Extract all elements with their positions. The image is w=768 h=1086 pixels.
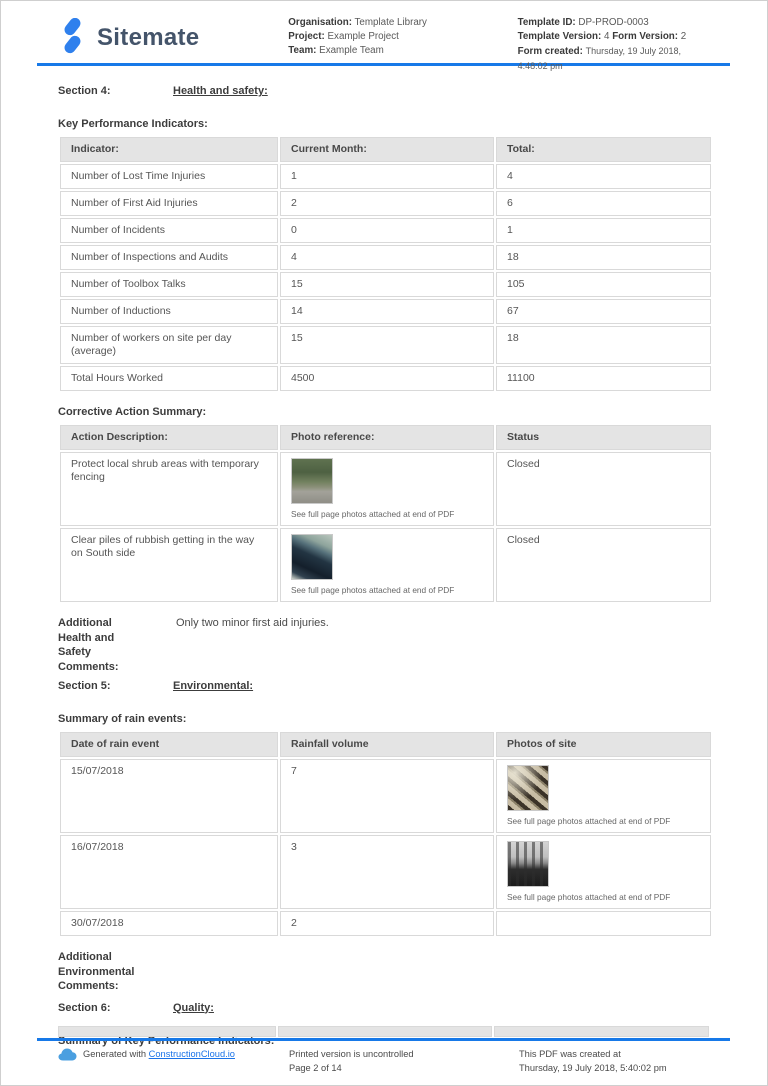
rain-events-table (58, 730, 713, 938)
organisation-line: Organisation: Template Library (288, 17, 427, 28)
partial-header-cell (278, 1026, 492, 1037)
corrective-action-table (58, 423, 713, 604)
section-5-label: Section 5: (58, 680, 111, 692)
dark-cityscape-photo (507, 841, 549, 887)
photo-reference-cell (280, 528, 494, 602)
form-created-line: Form created: Thursday, 19 July 2018, 4:48:02 pm (517, 46, 682, 71)
footer-generated (58, 1047, 289, 1075)
team-line: Team: Example Team (288, 45, 384, 56)
photo-caption: See full page photos attached at end of PDF (291, 509, 455, 519)
constructioncloud-link[interactable]: ConstructionCloud.io (148, 1049, 235, 1059)
section-6-row (58, 1002, 710, 1014)
env-comments-label: Additional Environmental Comments: (58, 951, 135, 992)
kpi-row: Number of Incidents 0 1 (60, 218, 711, 243)
sitemate-logo (58, 14, 288, 61)
corrective-row (60, 528, 711, 602)
kpi-row: Number of Toolbox Talks 15 105 (60, 272, 711, 297)
street-shadow-photo (291, 534, 333, 580)
rain-col-volume: Rainfall volume (280, 732, 494, 757)
footer-created (519, 1047, 710, 1075)
hs-comments-text: Only two minor first aid injuries. (176, 617, 329, 629)
kpi-table (58, 135, 713, 393)
sitemate-logo-icon (58, 18, 88, 59)
pdf-created-timestamp: Thursday, 19 July 2018, 5:40:02 pm (519, 1063, 667, 1073)
kpi-row: Number of First Aid Injuries 2 6 (60, 191, 711, 216)
kpi-row: Total Hours Worked 4500 11100 (60, 366, 711, 391)
section-4-row (58, 85, 710, 97)
kpi-row: Number of Inspections and Audits 4 18 (60, 245, 711, 270)
partial-header-cell (58, 1026, 276, 1037)
template-info-block (517, 14, 710, 71)
rain-date: 30/07/2018 (60, 911, 278, 936)
template-id-line: Template ID: DP-PROD-0003 (517, 17, 649, 28)
section-5-row (58, 680, 710, 692)
action-description: Clear piles of rubbish getting in the way on South side (60, 528, 278, 602)
kpi-col-indicator: Indicator: (60, 137, 278, 162)
rain-col-photos: Photos of site (496, 732, 711, 757)
section-6-title: Quality: (173, 1001, 214, 1014)
rain-row (60, 911, 711, 936)
rain-row (60, 835, 711, 909)
corrective-col-status: Status (496, 425, 711, 450)
printed-uncontrolled-text: Printed version is uncontrolled (289, 1049, 414, 1059)
rain-date: 16/07/2018 (60, 835, 278, 909)
trees-and-road-photo (291, 458, 333, 504)
project-line: Project: Example Project (288, 31, 399, 42)
rain-photo-cell (496, 911, 711, 936)
rain-photo-cell (496, 759, 711, 833)
kpi-col-current-month: Current Month: (280, 137, 494, 162)
rain-volume: 2 (280, 911, 494, 936)
section-4-label: Section 4: (58, 85, 111, 97)
env-comments-text (176, 950, 710, 994)
pdf-created-label: This PDF was created at (519, 1049, 621, 1059)
rain-header-row (60, 732, 711, 757)
rain-photo-cell (496, 835, 711, 909)
corrective-col-description: Action Description: (60, 425, 278, 450)
photo-caption: See full page photos attached at end of PDF (291, 585, 455, 595)
status-value: Closed (496, 528, 711, 602)
footer-printed (289, 1047, 519, 1075)
project-info-block (288, 14, 517, 61)
footer-divider (37, 1038, 730, 1041)
quality-kpi-table-header-partial (58, 1026, 710, 1037)
section-6-label: Section 6: (58, 1001, 111, 1014)
rain-date: 15/07/2018 (60, 759, 278, 833)
corrective-heading: Corrective Action Summary: (58, 406, 207, 418)
version-line: Template Version: 4 Form Version: 2 (517, 31, 687, 42)
rain-heading: Summary of rain events: (58, 713, 187, 725)
corrective-col-photo: Photo reference: (280, 425, 494, 450)
cloud-icon (58, 1048, 77, 1065)
kpi-heading: Key Performance Indicators: (58, 118, 208, 130)
generated-with-text: Generated with ConstructionCloud.io (83, 1049, 235, 1059)
section-5-title: Environmental: (173, 680, 254, 692)
hs-comments-label: Additional Health and Safety Comments: (58, 617, 119, 673)
page-number: Page 2 of 14 (289, 1063, 342, 1073)
hs-comments-row (58, 616, 710, 674)
section-4-title: Health and safety: (173, 85, 268, 97)
page-bottom-block (1, 1026, 767, 1075)
kpi-row: Number of workers on site per day (average) 15 18 (60, 326, 711, 364)
document-footer (58, 1047, 710, 1075)
photo-caption: See full page photos attached at end of PDF (507, 816, 671, 826)
rain-volume: 3 (280, 835, 494, 909)
status-value: Closed (496, 452, 711, 526)
action-description: Protect local shrub areas with temporary fencing (60, 452, 278, 526)
brand-name: Sitemate (97, 23, 200, 51)
kpi-row: Number of Inductions 14 67 (60, 299, 711, 324)
env-comments-row (58, 950, 710, 994)
partial-header-cell (494, 1026, 709, 1037)
rain-row (60, 759, 711, 833)
curved-structure-photo (507, 765, 549, 811)
kpi-col-total: Total: (496, 137, 711, 162)
rain-volume: 7 (280, 759, 494, 833)
corrective-header-row (60, 425, 711, 450)
rain-col-date: Date of rain event (60, 732, 278, 757)
document-header (58, 14, 710, 71)
corrective-row (60, 452, 711, 526)
kpi-row: Number of Lost Time Injuries 1 4 (60, 164, 711, 189)
photo-reference-cell (280, 452, 494, 526)
photo-caption: See full page photos attached at end of PDF (507, 892, 671, 902)
kpi-header-row (60, 137, 711, 162)
